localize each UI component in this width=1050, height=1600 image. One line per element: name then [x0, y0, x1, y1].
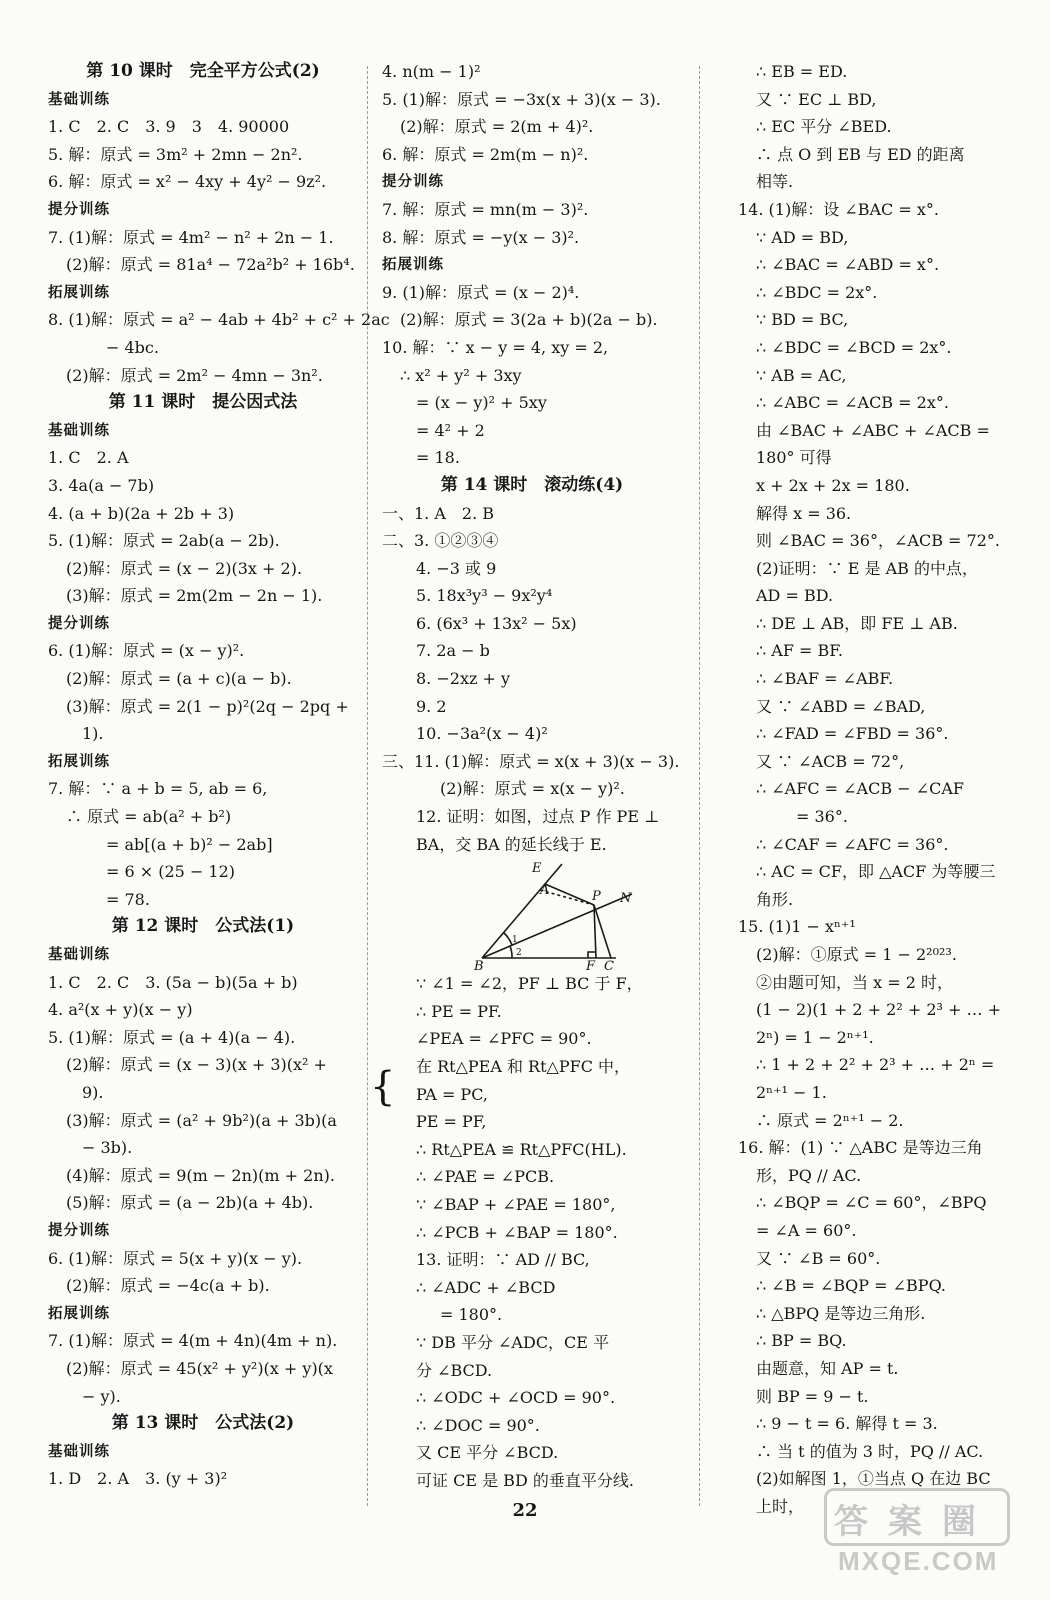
answer-line: 1. C 2. C 3. (5a − b)(5a + b)	[48, 972, 298, 992]
section-heading: 拓展训练	[48, 752, 110, 770]
answer-line: ∴ ∠CAF = ∠AFC = 36°.	[756, 834, 949, 854]
answer-line: 6. 解：原式 = 2m(m − n)².	[382, 144, 589, 164]
answer-line: 7. 2a − b	[416, 641, 490, 661]
answer-line: ∴ PE = PF.	[416, 1001, 502, 1021]
answer-line: ∴ ∠PAE = ∠PCB.	[416, 1167, 555, 1187]
answer-line: (3)解：原式 = 2m(2m − 2n − 1).	[66, 586, 323, 606]
answer-line: ∴ EB = ED.	[756, 62, 848, 81]
answer-line: 9. (1)解：原式 = (x − 2)⁴.	[382, 282, 580, 302]
column-divider-right	[699, 66, 700, 1506]
answer-line: 9. 2	[416, 696, 447, 716]
answer-line: 10. −3a²(x − 4)²	[416, 724, 548, 744]
answer-line: 5. (1)解：原式 = 2ab(a − 2b).	[48, 531, 280, 551]
answer-line: 7. (1)解：原式 = 4m² − n² + 2n − 1.	[48, 227, 334, 247]
answer-line: 三、11. (1)解：原式 = x(x + 3)(x − 3).	[382, 751, 680, 771]
answer-line: (4)解：原式 = 9(m − 2n)(m + 2n).	[66, 1165, 335, 1185]
answer-line: 7. 解：∵ a + b = 5, ab = 6,	[48, 779, 268, 799]
section-heading: 提分训练	[382, 173, 444, 191]
answer-line: (2)如解图 1，①当点 Q 在边 BC	[756, 1469, 991, 1489]
answer-line: 可证 CE 是 BD 的垂直平分线.	[416, 1470, 634, 1490]
answer-line: = 4² + 2	[416, 420, 485, 440]
lesson-title: 第 10 课时 完全平方公式(2)	[86, 61, 320, 81]
answer-line: ∴ ∠ODC + ∠OCD = 90°.	[416, 1388, 616, 1408]
label-e: E	[532, 861, 542, 877]
answer-line: 8. (1)解：原式 = a² − 4ab + 4b² + c² + 2ac	[48, 310, 390, 330]
answer-line: 4. n(m − 1)²	[382, 62, 481, 81]
answer-line: 2ⁿ⁺¹ − 1.	[756, 1082, 827, 1102]
answer-line: 由题意，知 AP = t.	[756, 1358, 899, 1378]
answer-line: 5. (1)解：原式 = −3x(x + 3)(x − 3).	[382, 89, 661, 109]
answer-line: ∴ AF = BF.	[756, 641, 843, 661]
answer-line: (2)解：原式 = 81a⁴ − 72a²b² + 16b⁴.	[66, 255, 355, 275]
segment-pc	[594, 905, 611, 958]
answer-line: 2ⁿ) = 1 − 2ⁿ⁺¹.	[756, 1027, 874, 1047]
answer-line: ∴ ∠FAD = ∠FBD = 36°.	[756, 724, 949, 744]
answer-line: − y).	[82, 1386, 121, 1406]
geometry-figure	[474, 858, 634, 975]
answer-line: 4. a²(x + y)(x − y)	[48, 1000, 193, 1020]
section-heading: 基础训练	[48, 90, 110, 108]
angle-2-arc	[510, 946, 512, 958]
label-n: N	[620, 891, 632, 907]
answer-line: 形，PQ // AC.	[756, 1165, 862, 1185]
answer-line: 6. 解：原式 = x² − 4xy + 4y² − 9z².	[48, 172, 327, 192]
answer-line: 由 ∠BAC + ∠ABC + ∠ACB =	[756, 420, 990, 440]
answer-line: 1. C 2. A	[48, 448, 129, 468]
answer-line: 则 BP = 9 − t.	[756, 1386, 869, 1406]
answer-line: PE = PF,	[416, 1112, 487, 1132]
answer-line: 相等.	[756, 172, 794, 192]
answer-line: ∵ AD = BD,	[756, 227, 849, 247]
label-f: F	[586, 959, 596, 975]
answer-line: 7. (1)解：原式 = 4(m + 4n)(4m + n).	[48, 1331, 338, 1351]
answer-line: 10. 解：∵ x − y = 4, xy = 2,	[382, 337, 609, 357]
section-heading: 拓展训练	[48, 283, 110, 301]
answer-line: ∴ ∠ABC = ∠ACB = 2x°.	[756, 393, 949, 413]
right-angle-mark	[588, 952, 596, 958]
answer-line: − 3b).	[82, 1138, 133, 1158]
answer-line: ∴ BP = BQ.	[756, 1331, 847, 1351]
column-2-lower-answers	[370, 970, 682, 1494]
answer-line: ∴ ∠BDC = 2x°.	[756, 282, 878, 302]
answer-line: ②由题可知，当 x = 2 时，	[756, 972, 953, 992]
answer-line: (2)解：原式 = 2(m + 4)².	[400, 117, 594, 137]
answer-line: 3. 4a(a − 7b)	[48, 475, 155, 495]
answer-line: = 18.	[416, 448, 460, 468]
answer-line: = ∠A = 60°.	[756, 1220, 857, 1240]
answer-line: 则 ∠BAC = 36°，∠ACB = 72°.	[756, 531, 1000, 551]
answer-line: 1. D 2. A 3. (y + 3)²	[48, 1469, 228, 1489]
ray-ba	[482, 864, 562, 958]
answer-column-2	[370, 58, 682, 1495]
label-c: C	[604, 959, 614, 975]
answer-line: = 78.	[106, 889, 150, 909]
answer-line: ∴ 9 − t = 6. 解得 t = 3.	[756, 1414, 938, 1434]
perpendicular-pf	[594, 905, 596, 958]
answer-line: (2)解：原式 = x(x − y)².	[440, 779, 625, 799]
answer-line: 4. (a + b)(2a + 2b + 3)	[48, 503, 235, 523]
answer-column-1	[48, 58, 390, 1493]
answer-line: ∴ x² + y² + 3xy	[400, 365, 522, 385]
section-heading: 拓展训练	[48, 1304, 110, 1322]
answer-line: 一、1. A 2. B	[382, 503, 495, 523]
answer-line: ∴ 原式 = ab(a² + b²)	[66, 807, 232, 827]
lesson-title: 第 13 课时 公式法(2)	[111, 1413, 295, 1434]
answer-line: 又 ∵ ∠B = 60°.	[756, 1248, 881, 1268]
answer-line: (2)解：原式 = −4c(a + b).	[66, 1276, 270, 1296]
answer-line: ∵ AB = AC,	[756, 365, 847, 385]
section-heading: 基础训练	[48, 946, 110, 963]
answer-line: 5. 解：原式 = 3m² + 2mn − 2n².	[48, 144, 303, 164]
answer-line: ∴ ∠B = ∠BQP = ∠BPQ.	[756, 1276, 946, 1296]
answer-line: (3)解：原式 = (a² + 9b²)(a + 3b)(a	[66, 1110, 337, 1130]
answer-line: BA，交 BA 的延长线于 E.	[416, 834, 607, 854]
angle-1-arc	[504, 933, 512, 945]
answer-line: ∵ DB 平分 ∠ADC，CE 平	[416, 1332, 610, 1352]
answer-line: 上时，	[756, 1496, 805, 1516]
answer-line: 5. 18x³y³ − 9x²y⁴	[416, 586, 553, 606]
answer-line: (2)解：①原式 = 1 − 2²⁰²³.	[756, 945, 957, 964]
answer-line: (5)解：原式 = (a − 2b)(a + 4b).	[66, 1193, 314, 1213]
answer-line: (2)证明：∵ E 是 AB 的中点，	[756, 558, 979, 578]
answer-line: ∠PEA = ∠PFC = 90°.	[416, 1029, 592, 1049]
answer-line: = (x − y)² + 5xy	[416, 393, 547, 413]
answer-line: 在 Rt△PEA 和 Rt△PFC 中，	[416, 1057, 631, 1076]
answer-line: (2)解：原式 = (x − 2)(3x + 2).	[66, 558, 303, 578]
ray-bn	[482, 894, 632, 958]
answer-line: ∴ 原式 = 2ⁿ⁺¹ − 2.	[756, 1110, 904, 1130]
answer-line: 5. (1)解：原式 = (a + 4)(a − 4).	[48, 1027, 296, 1047]
answer-line: 6. (1)解：原式 = 5(x + y)(x − y).	[48, 1248, 303, 1268]
answer-line: ∴ △BPQ 是等边三角形.	[756, 1303, 926, 1323]
answer-line: ∴ 点 O 到 EB 与 ED 的距离	[756, 144, 965, 164]
answer-line: (2)解：原式 = (x − 3)(x + 3)(x² +	[66, 1055, 327, 1075]
answer-line: − 4bc.	[106, 337, 159, 357]
answer-line: (2)解：原式 = 3(2a + b)(2a − b).	[400, 310, 658, 330]
watermark-char-3: 圈	[942, 1502, 976, 1542]
answer-line: ∴ Rt△PEA ≌ Rt△PFC(HL).	[416, 1139, 627, 1159]
answer-line: 12. 证明：如图，过点 P 作 PE ⊥	[416, 807, 660, 827]
answer-line: 8. 解：原式 = −y(x − 3)².	[382, 227, 580, 247]
answer-line: ∴ ∠BDC = ∠BCD = 2x°.	[756, 337, 952, 357]
answer-line: 16. 解：(1) ∵ △ABC 是等边三角	[738, 1138, 983, 1158]
answer-line: 9).	[82, 1082, 104, 1102]
answer-line: ∵ BD = BC,	[756, 310, 849, 330]
answer-line: 8. −2xz + y	[416, 669, 511, 689]
answer-line: 7. 解：原式 = mn(m − 3)².	[382, 199, 589, 219]
answer-line: ∴ 当 t 的值为 3 时，PQ // AC.	[756, 1441, 984, 1461]
answer-line: = 36°.	[796, 807, 848, 827]
answer-line: 又 ∵ ∠ACB = 72°,	[756, 751, 905, 771]
answer-line: (3)解：原式 = 2(1 − p)²(2q − 2pq +	[66, 696, 349, 716]
answer-line: ∴ ∠BAF = ∠ABF.	[756, 669, 894, 689]
answer-line: ∴ ∠BAC = ∠ABD = x°.	[756, 255, 940, 275]
answer-line: ∴ ∠ADC + ∠BCD	[416, 1277, 556, 1297]
watermark-logo	[824, 1488, 1014, 1580]
lesson-title: 第 11 课时 提公因式法	[108, 392, 298, 413]
answer-line: 15. (1)1 − xⁿ⁺¹	[738, 917, 856, 937]
answer-line: 4. −3 或 9	[416, 558, 497, 578]
system-brace: {	[370, 1063, 396, 1110]
answer-line: 14. (1)解：设 ∠BAC = x°.	[738, 199, 939, 219]
answer-line: x + 2x + 2x = 180.	[756, 475, 910, 495]
answer-line: 6. (6x³ + 13x² − 5x)	[416, 613, 577, 633]
lesson-title: 第 12 课时 公式法(1)	[111, 916, 295, 937]
answer-line: ∴ EC 平分 ∠BED.	[756, 117, 892, 137]
section-heading: 基础训练	[48, 1442, 110, 1460]
answer-line: ∵ ∠1 = ∠2，PF ⊥ BC 于 F，	[416, 974, 643, 994]
column-divider-left	[367, 66, 368, 1506]
answer-line: 又 ∵ EC ⊥ BD,	[756, 89, 877, 109]
answer-line: (2)解：原式 = 45(x² + y²)(x + y)(x	[66, 1358, 333, 1378]
answer-line: 180° 可得	[756, 448, 832, 468]
answer-line: 1).	[82, 724, 104, 744]
page-number: 22	[512, 1500, 538, 1521]
answer-line: 1. C 2. C 3. 9 3 4. 90000	[48, 117, 290, 137]
answer-line: AD = BD.	[756, 586, 834, 606]
answer-line: (2)解：原式 = (a + c)(a − b).	[66, 669, 292, 689]
answer-line: 6. (1)解：原式 = (x − y)².	[48, 641, 245, 661]
label-angle-2: 2	[516, 948, 522, 959]
answer-line: = ab[(a + b)² − 2ab]	[106, 834, 273, 854]
answer-line: (1 − 2)(1 + 2 + 2² + 2³ + … +	[756, 1000, 1002, 1020]
answer-line: 分 ∠BCD.	[416, 1360, 493, 1380]
label-a: A	[540, 883, 550, 899]
section-heading: 基础训练	[48, 421, 110, 439]
answer-line: ∴ ∠PCB + ∠BAP = 180°.	[416, 1222, 618, 1242]
answer-line: ∴ ∠DOC = 90°.	[416, 1415, 540, 1435]
answer-line: = 6 × (25 − 12)	[106, 862, 236, 882]
answer-line: 二、3. ①②③④	[382, 531, 499, 551]
section-heading: 提分训练	[48, 200, 110, 218]
answer-line: ∵ ∠BAP + ∠PAE = 180°,	[416, 1194, 616, 1214]
segment-ap	[545, 884, 594, 905]
answer-line: 又 ∵ ∠ABD = ∠BAD,	[756, 696, 926, 716]
answer-line-text: PA = PC,	[416, 1084, 488, 1104]
label-b: B	[474, 959, 484, 975]
watermark-url: MXQE.COM	[838, 1546, 999, 1576]
answer-line: ∴ ∠BQP = ∠C = 60°，∠BPQ	[756, 1193, 987, 1213]
lesson-title: 第 14 课时 滚动练(4)	[440, 474, 624, 495]
answer-line: ∴ DE ⊥ AB，即 FE ⊥ AB.	[756, 613, 958, 633]
answer-line: 13. 证明：∵ AD // BC,	[416, 1250, 590, 1270]
answer-line: 又 CE 平分 ∠BCD.	[416, 1443, 559, 1463]
watermark-char-1: 答	[834, 1502, 868, 1542]
watermark-char-2: 案	[888, 1502, 922, 1542]
label-p: P	[592, 889, 601, 905]
answer-line: 解得 x = 36.	[756, 503, 852, 523]
section-heading: 提分训练	[48, 614, 110, 632]
answer-line: (2)解：原式 = 2m² − 4mn − 3n².	[66, 365, 323, 385]
answer-line: 角形.	[756, 889, 794, 909]
label-angle-1: 1	[512, 935, 518, 946]
answer-column-3	[738, 58, 1016, 1520]
answer-line: ∴ ∠AFC = ∠ACB − ∠CAF	[756, 779, 964, 799]
section-heading: 拓展训练	[382, 256, 444, 274]
section-heading: 提分训练	[48, 1221, 110, 1239]
answer-line: = 180°.	[440, 1305, 503, 1325]
answer-line: ∴ 1 + 2 + 2² + 2³ + … + 2ⁿ =	[756, 1055, 995, 1075]
answer-line: ∴ AC = CF，即 △ACF 为等腰三	[756, 862, 996, 882]
column-2-upper-answers	[382, 58, 682, 858]
